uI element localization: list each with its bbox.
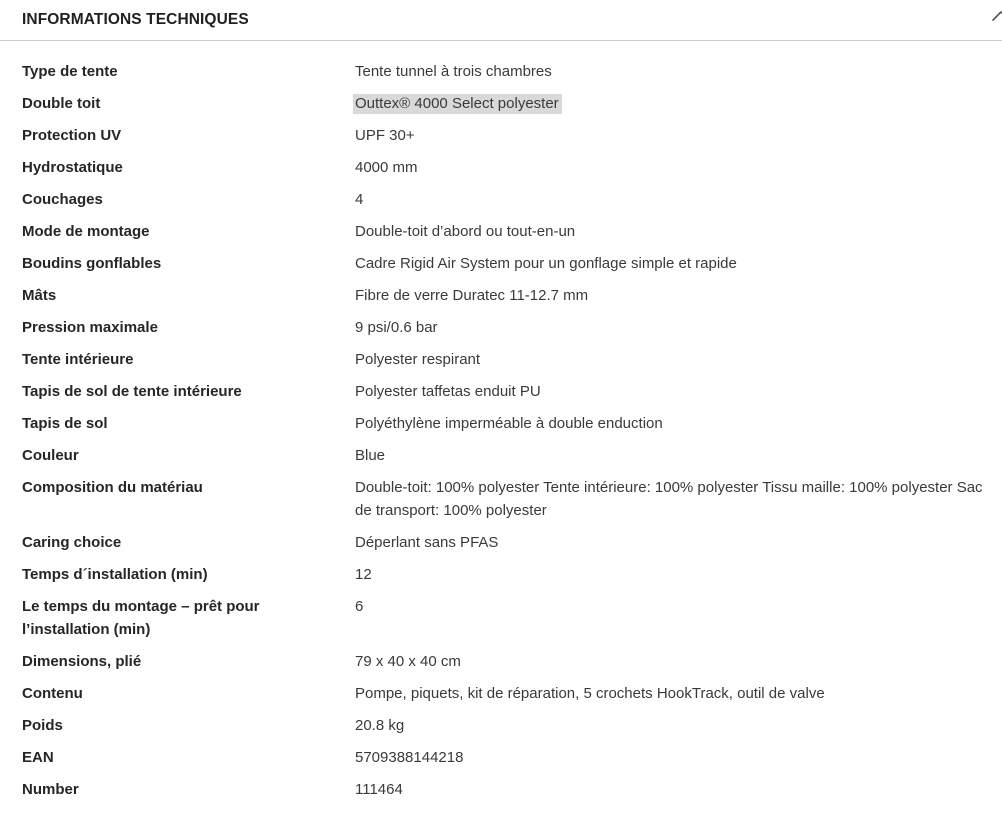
spec-row — [0, 558, 1002, 590]
spec-value: UPF 30+ — [355, 126, 415, 144]
spec-value: Pompe, piquets, kit de réparation, 5 crochets HookTrack, outil de valve — [355, 684, 825, 702]
spec-row — [0, 407, 1002, 439]
spec-label: Caring choice — [22, 533, 122, 551]
spec-value: 6 — [355, 597, 364, 615]
spec-row — [0, 311, 1002, 343]
spec-row — [0, 645, 1002, 677]
spec-table — [0, 41, 1002, 805]
spec-row — [0, 677, 1002, 709]
spec-row — [0, 343, 1002, 375]
spec-row — [0, 439, 1002, 471]
spec-label: Hydrostatique — [22, 158, 123, 176]
spec-label: Dimensions, plié — [22, 652, 142, 670]
spec-value: Polyester taffetas enduit PU — [355, 382, 541, 400]
spec-value: 9 psi/0.6 bar — [355, 318, 438, 336]
spec-value: Blue — [355, 446, 386, 464]
spec-label: Poids — [22, 716, 63, 734]
spec-value: Déperlant sans PFAS — [355, 533, 499, 551]
spec-label: Temps d´installation (min) — [22, 565, 208, 583]
spec-label: Double toit — [22, 94, 101, 112]
spec-row — [0, 279, 1002, 311]
spec-value: 4 — [355, 190, 364, 208]
spec-value: 111464 — [355, 780, 403, 798]
spec-row — [0, 526, 1002, 558]
spec-row — [0, 183, 1002, 215]
spec-row — [0, 247, 1002, 279]
spec-label: Pression maximale — [22, 318, 158, 336]
spec-label: Tapis de sol de tente intérieure — [22, 382, 242, 400]
spec-label: Tapis de sol — [22, 414, 108, 432]
spec-value: 4000 mm — [355, 158, 418, 176]
spec-label: EAN — [22, 748, 54, 766]
spec-value: 20.8 kg — [355, 716, 405, 734]
spec-label: Boudins gonflables — [22, 254, 162, 272]
spec-row — [0, 709, 1002, 741]
spec-value: 12 — [355, 565, 372, 583]
spec-value: 5709388144218 — [355, 748, 464, 766]
spec-row — [0, 87, 1002, 119]
spec-row — [0, 375, 1002, 407]
spec-row — [0, 773, 1002, 805]
spec-label: Tente intérieure — [22, 350, 134, 368]
spec-value: Fibre de verre Duratec 11-12.7 mm — [355, 286, 589, 304]
spec-value: Polyéthylène imperméable à double enduction — [355, 414, 663, 432]
spec-row — [0, 151, 1002, 183]
spec-row — [0, 119, 1002, 151]
spec-value: Double-toit d’abord ou tout-en-un — [355, 222, 576, 240]
spec-label: Number — [22, 780, 79, 798]
selected-text-highlight: Outtex® 4000 Select polyester — [353, 94, 562, 114]
spec-label: Couchages — [22, 190, 103, 208]
chevron-up-icon[interactable] — [991, 6, 1002, 26]
section-title: INFORMATIONS TECHNIQUES — [22, 11, 249, 28]
spec-label: Composition du matériau — [22, 478, 203, 496]
spec-row — [0, 741, 1002, 773]
spec-value: Tente tunnel à trois chambres — [355, 62, 552, 80]
spec-value: 79 x 40 x 40 cm — [355, 652, 461, 670]
spec-label: Type de tente — [22, 62, 118, 80]
spec-value: Polyester respirant — [355, 350, 481, 368]
spec-label: Mâts — [22, 286, 57, 304]
spec-value — [355, 92, 1002, 115]
spec-value: Cadre Rigid Air System pour un gonflage simple et rapide — [355, 254, 737, 272]
spec-label: Couleur — [22, 446, 79, 464]
spec-row — [0, 471, 1002, 526]
spec-row — [0, 215, 1002, 247]
spec-row — [0, 55, 1002, 87]
spec-label: Protection UV — [22, 126, 122, 144]
spec-row — [0, 590, 1002, 645]
spec-label: Contenu — [22, 684, 83, 702]
spec-label: Le temps du montage – prêt pour l’installation (min) — [22, 597, 260, 638]
section-header[interactable] — [0, 0, 1002, 41]
spec-label: Mode de montage — [22, 222, 150, 240]
spec-value: Double-toit: 100% polyester Tente intérieure: 100% polyester Tissu maille: 100% polyester Sac de transport: 100% polyester — [355, 478, 983, 519]
